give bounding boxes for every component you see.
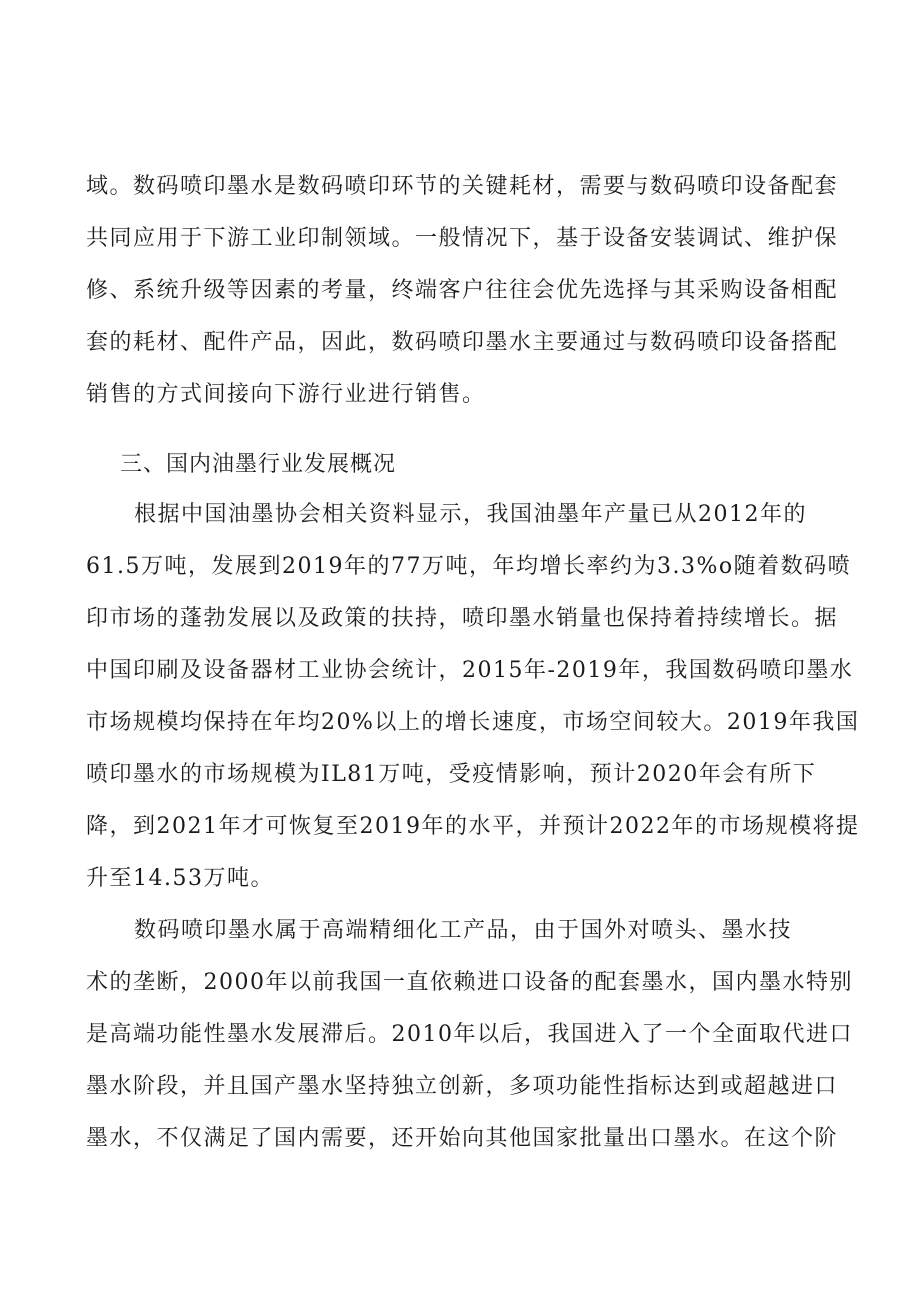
paragraph-2-line: 61.5万吨，发展到2019年的77万吨，年均增长率约为3.3%o随着数码喷 bbox=[86, 554, 852, 579]
section-heading: 三、国内油墨行业发展概况 bbox=[120, 452, 397, 477]
paragraph-2-line: 根据中国油墨协会相关资料显示，我国油墨年产量已从2012年的 bbox=[134, 502, 807, 527]
paragraph-2-line: 中国印刷及设备器材工业协会统计，2015年-2019年，我国数码喷印墨水 bbox=[86, 658, 854, 683]
paragraph-2-line: 降，到2021年才可恢复至2019年的水平，并预计2022年的市场规模将提 bbox=[86, 814, 860, 839]
paragraph-1-line: 共同应用于下游工业印制领域。一般情况下，基于设备安装调试、维护保 bbox=[86, 226, 839, 251]
paragraph-1-line: 销售的方式间接向下游行业进行销售。 bbox=[86, 382, 486, 407]
paragraph-3-line: 墨水阶段，并且国产墨水坚持独立创新，多项功能性指标达到或超越进口 bbox=[86, 1074, 839, 1099]
paragraph-3-line: 是高端功能性墨水发展滞后。2010年以后，我国进入了一个全面取代进口 bbox=[86, 1022, 853, 1047]
paragraph-1-line: 套的耗材、配件产品，因此，数码喷印墨水主要通过与数码喷印设备搭配 bbox=[86, 330, 839, 355]
paragraph-3-line: 术的垄断，2000年以前我国一直依赖进口设备的配套墨水，国内墨水特别 bbox=[86, 970, 853, 995]
paragraph-3-line: 墨水，不仅满足了国内需要，还开始向其他国家批量出口墨水。在这个阶 bbox=[86, 1126, 839, 1151]
paragraph-2-line: 市场规模均保持在年均20%以上的增长速度，市场空间较大。2019年我国 bbox=[86, 710, 860, 735]
paragraph-2-line: 喷印墨水的市场规模为IL81万吨，受疫情影响，预计2020年会有所下 bbox=[86, 762, 817, 787]
paragraph-3-line: 数码喷印墨水属于高端精细化工产品，由于国外对喷头、墨水技 bbox=[134, 918, 793, 943]
paragraph-2-line: 升至14.53万吨。 bbox=[86, 866, 274, 891]
paragraph-2-line: 印市场的蓬勃发展以及政策的扶持，喷印墨水销量也保持着持续增长。据 bbox=[86, 606, 839, 631]
paragraph-1-line: 域。数码喷印墨水是数码喷印环节的关键耗材，需要与数码喷印设备配套 bbox=[86, 174, 839, 199]
paragraph-1-line: 修、系统升级等因素的考量，终端客户往往会优先选择与其采购设备相配 bbox=[86, 278, 839, 303]
